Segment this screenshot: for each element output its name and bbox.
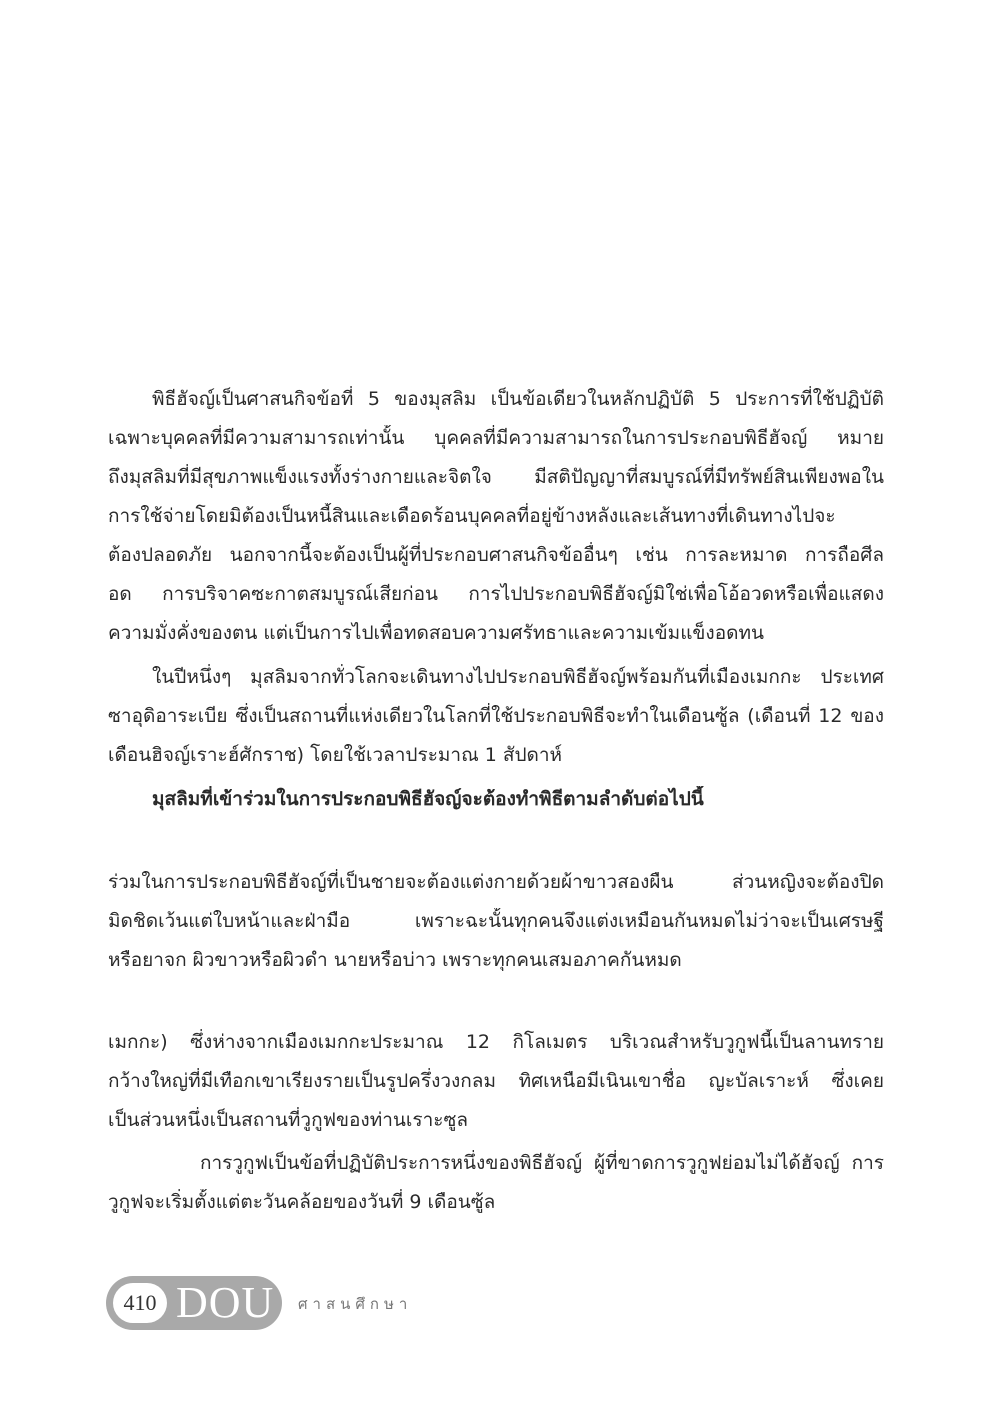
brand-logo-text: DOU [176,1278,275,1327]
page-number: 410 [113,1283,167,1323]
dou-logo-badge [106,1276,282,1330]
subject-title: ศาสนศึกษา [298,1295,413,1313]
section-heading: มุสลิมที่เข้าร่วมในการประกอบพิธีฮัจญ์จะต้องทำพิธีตามลำดับต่อไปนี้ [152,788,704,810]
